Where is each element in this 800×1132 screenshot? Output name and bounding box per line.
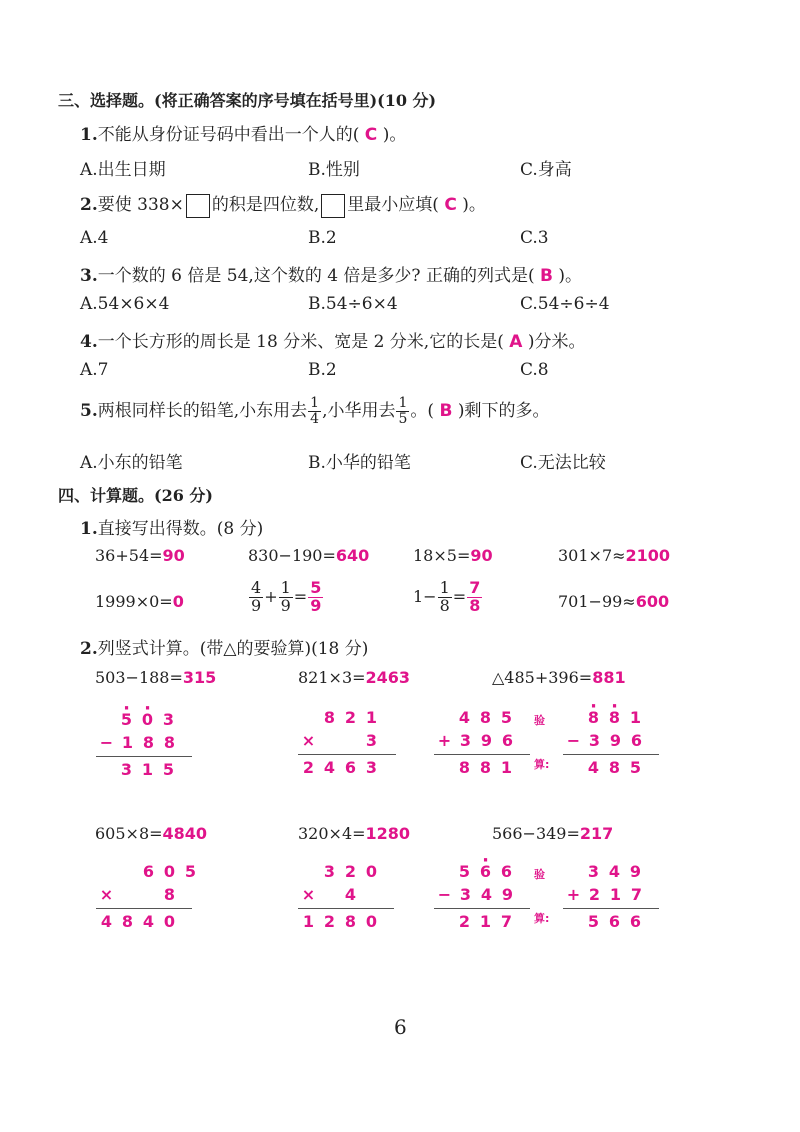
oral-calc-fraction-item [413, 580, 483, 615]
answer: B [439, 401, 453, 421]
answer: 600 [635, 592, 670, 611]
vertical-row: − 3 9 6 [566, 731, 643, 750]
answer: C [444, 195, 457, 215]
answer: 2100 [625, 546, 671, 565]
vertical-row: · 8· 8 1 [583, 708, 646, 727]
vertical-problem-label [95, 824, 207, 843]
divider-line [298, 908, 394, 909]
vertical-row: 2 4 6 3 [302, 758, 378, 777]
expression: 1999×0= [95, 592, 173, 611]
question-text: ,小华用去 [322, 401, 396, 421]
question-text: 。( [410, 401, 435, 421]
vertical-row: 6 0 5 [142, 862, 197, 881]
question-text-end: )。 [462, 195, 486, 215]
vertical-row: 2 1 7 [458, 912, 513, 931]
oral-calc-item [95, 546, 185, 565]
question-number: 5. [80, 401, 98, 421]
oral-calc-item [558, 592, 669, 611]
section4-title: 四、计算题。(26 分) [58, 486, 213, 505]
expression: 36+54= [95, 546, 163, 565]
check-label: 算: [534, 912, 550, 925]
question-text: 要使 338× [97, 195, 184, 215]
answer: A [509, 332, 523, 352]
question-text: 不能从身份证号码中看出一个人的( [97, 125, 360, 145]
vertical-problem-label [95, 668, 216, 687]
question-text-end: )。 [382, 125, 407, 145]
sub1-title [80, 514, 263, 539]
answer-fraction [468, 580, 481, 615]
question-5 [80, 396, 549, 427]
answer: C [364, 125, 378, 145]
vertical-row: 5 6 6 [587, 912, 642, 931]
vertical-row: 4 8 5 [587, 758, 642, 777]
vertical-problem-label [298, 668, 410, 687]
vertical-row: · 5· 0 3 [116, 710, 179, 729]
oral-calc-item [95, 592, 184, 611]
divider-line [434, 908, 530, 909]
answer: 1280 [365, 824, 411, 843]
check-label: 验 [534, 714, 545, 727]
answer: 217 [579, 824, 614, 843]
answer: 90 [162, 546, 185, 565]
question-number: 2. [80, 639, 98, 659]
fraction [439, 580, 451, 615]
question-number: 1. [80, 125, 98, 145]
numerator: 1 [310, 395, 320, 412]
option-b: B.性别 [308, 160, 360, 180]
numerator: 4 [251, 578, 262, 597]
question-1 [80, 120, 406, 145]
oral-calc-item [248, 546, 369, 565]
blank-box [321, 194, 345, 218]
numerator: 1 [398, 395, 408, 412]
expression: △485+396= [492, 668, 593, 687]
expression: 320×4= [298, 824, 366, 843]
question-4 [80, 327, 585, 352]
divider-line [96, 756, 192, 757]
vertical-row: 1 2 8 0 [302, 912, 378, 931]
expression: 301×7≈ [558, 546, 626, 565]
option-a: A.小东的铅笔 [80, 453, 183, 473]
denominator: 9 [280, 595, 291, 615]
expression: 821×3= [298, 668, 366, 687]
denominator: 9 [251, 595, 262, 615]
sub2-title [80, 634, 368, 659]
sub-title-text: 直接写出得数。(8 分) [97, 519, 264, 539]
divider-line [434, 754, 530, 755]
check-label: 算: [534, 758, 550, 771]
oral-calc-item [413, 546, 493, 565]
expression: 503−188= [95, 668, 183, 687]
fraction [309, 396, 320, 426]
expression: 1− [413, 586, 437, 606]
vertical-row: + 3 9 6 [437, 731, 514, 750]
vertical-problem-label [492, 668, 626, 687]
answer: 90 [470, 546, 493, 565]
fraction [280, 580, 292, 615]
vertical-row: − 1 8 8 [99, 733, 176, 752]
question-2 [80, 190, 486, 218]
question-text-end: )。 [558, 266, 583, 286]
option-c: C.身高 [520, 160, 572, 180]
vertical-row: 8 8 1 [458, 758, 513, 777]
oral-calc-fraction-item [248, 580, 324, 615]
operator: + [264, 586, 278, 606]
question-number: 1. [80, 519, 98, 539]
vertical-row: × 8 [99, 885, 176, 904]
question-text-end: )剩下的多。 [457, 401, 550, 421]
vertical-row: × 4 [301, 885, 357, 904]
vertical-row: 3 1 5 [120, 760, 175, 779]
check-label: 验 [534, 868, 545, 881]
vertical-row: 3 4 9 [587, 862, 642, 881]
divider-line [96, 908, 192, 909]
vertical-row: 8 2 1 [323, 708, 378, 727]
option-b: B.小华的铅笔 [308, 453, 411, 473]
divider-line [563, 754, 659, 755]
answer: 881 [592, 668, 626, 687]
expression: 566−349= [492, 824, 580, 843]
expression: 605×8= [95, 824, 163, 843]
answer: B [540, 266, 553, 286]
equals: = [452, 586, 467, 606]
option-a: A.54×6×4 [80, 294, 170, 314]
fraction [250, 580, 262, 615]
question-text: 的积是四位数, [211, 195, 320, 215]
numerator: 1 [280, 578, 291, 597]
divider-line [298, 754, 396, 755]
section3-title: 三、选择题。(将正确答案的序号填在括号里)(10 分) [58, 91, 437, 110]
blank-box [186, 194, 210, 218]
option-a: A.7 [80, 360, 109, 380]
vertical-row: + 2 1 7 [566, 885, 643, 904]
answer-fraction [309, 580, 322, 615]
question-text: 一个长方形的周长是 18 分米、宽是 2 分米,它的长是( [97, 332, 504, 352]
expression: 18×5= [413, 546, 471, 565]
denominator: 5 [398, 411, 408, 427]
option-b: B.2 [308, 228, 337, 248]
question-number: 3. [80, 266, 98, 286]
expression: 830−190= [248, 546, 336, 565]
denominator: 8 [439, 595, 450, 615]
option-c: C.3 [520, 228, 549, 248]
option-b: B.2 [308, 360, 337, 380]
numerator: 7 [469, 578, 481, 597]
option-c: C.54÷6÷4 [520, 294, 610, 314]
divider-line [563, 908, 659, 909]
vertical-problem-label [298, 824, 410, 843]
question-3 [80, 261, 582, 286]
vertical-row: 3 2 0 [323, 862, 378, 881]
question-text: 里最小应填( [347, 195, 439, 215]
question-text: 一个数的 6 倍是 54,这个数的 4 倍是多少? 正确的列式是( [97, 266, 535, 286]
vertical-row: × 3 [301, 731, 378, 750]
denominator: 9 [310, 595, 322, 615]
vertical-row: − 3 4 9 [437, 885, 514, 904]
denominator: 4 [310, 411, 320, 427]
question-number: 2. [80, 195, 98, 215]
answer: 4840 [162, 824, 208, 843]
expression: 701−99≈ [558, 592, 636, 611]
option-a: A.出生日期 [80, 160, 166, 180]
numerator: 1 [439, 578, 450, 597]
page-number: 6 [394, 1015, 407, 1039]
answer: 315 [182, 668, 217, 687]
option-c: C.8 [520, 360, 549, 380]
question-text-end: )分米。 [527, 332, 586, 352]
question-text: 两根同样长的铅笔,小东用去 [97, 401, 308, 421]
option-a: A.4 [80, 228, 109, 248]
sub-title-text: 列竖式计算。(带△的要验算)(18 分) [97, 639, 369, 659]
answer: 2463 [365, 668, 411, 687]
fraction [397, 396, 408, 426]
vertical-row: 5· 6 6 [454, 862, 517, 881]
vertical-problem-label [492, 824, 613, 843]
option-b: B.54÷6×4 [308, 294, 398, 314]
oral-calc-item [558, 546, 670, 565]
answer: 640 [335, 546, 370, 565]
option-c: C.无法比较 [520, 453, 606, 473]
numerator: 5 [310, 578, 322, 597]
question-number: 4. [80, 332, 98, 352]
vertical-row: 4 8 4 0 [100, 912, 176, 931]
denominator: 8 [469, 595, 481, 615]
equals: = [293, 586, 308, 606]
vertical-row: 4 8 5 [458, 708, 513, 727]
answer: 0 [172, 592, 184, 611]
